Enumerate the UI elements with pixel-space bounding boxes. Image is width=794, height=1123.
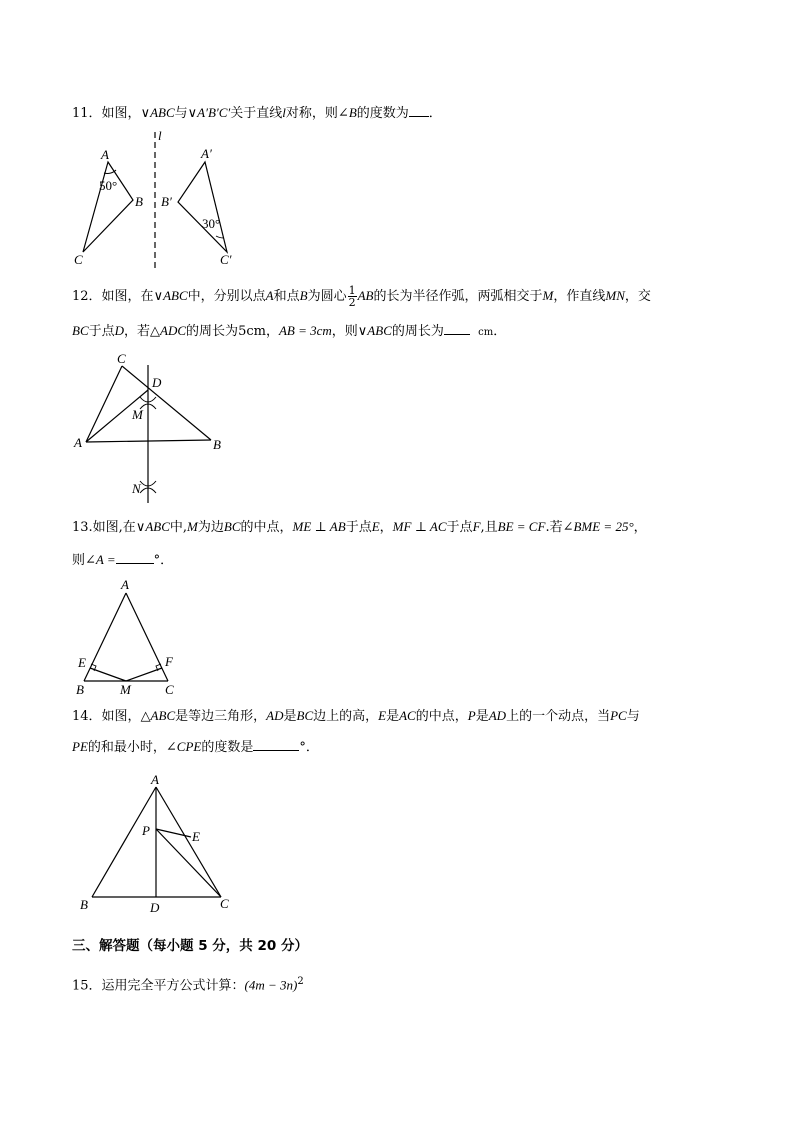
q12-label-b: B <box>213 437 221 452</box>
q12-answer-blank[interactable] <box>444 322 470 335</box>
q15-text: 15．运用完全平方公式计算：$(4m - 3n)^2$ <box>72 976 304 994</box>
q11-label-l: l <box>158 128 162 143</box>
q12-line2: BC于点D，若△ADC的周长为5cm，AB = 3cm，则∨ABC的周长为 cm． <box>72 323 507 339</box>
q14-label-c: C <box>220 896 229 911</box>
q14-label-e: E <box>192 829 200 844</box>
q11-text: 11．如图，∨ABC与∨A′B′C′关于直线l对称，则∠B的度数为 ． <box>72 105 442 121</box>
q14-segment-ab <box>92 787 156 897</box>
q12-label-d: D <box>152 375 162 390</box>
q12-label-a: A <box>74 435 82 450</box>
q11-answer-blank[interactable] <box>409 104 429 117</box>
q11-label-angle2: 30° <box>202 216 221 231</box>
q13-label-e: E <box>78 655 86 670</box>
q13-figure <box>70 575 190 700</box>
q13-line2: 则∠A = °． <box>72 552 174 568</box>
q13-label-c: C <box>165 682 174 697</box>
q11-triangle-a2b2c2 <box>178 162 227 252</box>
q11-label-angle1: 50° <box>99 178 118 193</box>
q14-line1: 14．如图，△ABC是等边三角形，AD是BC边上的高，E是AC的中点，P是AD上的一个动点，当PC与 <box>72 708 640 724</box>
q13-label-f: F <box>165 654 173 669</box>
section-3-heading: 三、解答题（每小题 5 分，共 20 分） <box>72 938 308 954</box>
q14-segment-pc <box>156 829 221 897</box>
q12-label-n: N <box>132 481 141 496</box>
q12-figure <box>70 345 240 510</box>
q12-fraction: $\frac{1}{2}$ <box>348 284 356 309</box>
q14-label-p: P <box>142 823 150 838</box>
q13-label-m: M <box>120 682 131 697</box>
q13-answer-blank[interactable] <box>116 551 154 564</box>
q11-label-b2: B′ <box>161 194 172 209</box>
q13-label-b: B <box>76 682 84 697</box>
q11-triangle-abc <box>83 162 133 252</box>
q14-answer-blank[interactable] <box>253 738 299 751</box>
q14-label-d: D <box>150 900 160 915</box>
q12-label-m: M <box>132 407 143 422</box>
q13-segment-me <box>90 668 126 681</box>
q11-figure <box>70 130 250 270</box>
q13-line1: 13.如图,在∨ABC中,M为边BC的中点，ME ⊥ AB于点E，MF ⊥ AC于点F,且BE = CF.若∠BME = 25°， <box>72 519 647 535</box>
q13-segment-mf <box>126 668 162 681</box>
q14-line2: PE的和最小时，∠CPE的度数是 °． <box>72 739 319 755</box>
q13-label-a: A <box>121 577 129 592</box>
q12-label-c: C <box>117 351 126 366</box>
q11-label-c: C <box>74 252 83 267</box>
q12-line1: 12．如图，在∨ABC中，分别以点A和点B为圆心 $\frac{1}{2}$ AB的长为半径作弧，两弧相交于M，作直线MN，交 <box>72 284 651 309</box>
q14-figure <box>70 765 245 920</box>
q14-label-a: A <box>151 772 159 787</box>
q11-label-c2: C′ <box>220 252 232 267</box>
q12-segment-ca <box>86 366 122 442</box>
q12-segment-cb <box>122 366 211 440</box>
q11-label-a2: A′ <box>201 146 212 161</box>
q14-segment-ac <box>156 787 221 897</box>
q11-label-b: B <box>135 194 143 209</box>
q14-label-b: B <box>80 897 88 912</box>
q14-segment-pe <box>156 829 191 837</box>
q11-label-a: A <box>101 147 109 162</box>
